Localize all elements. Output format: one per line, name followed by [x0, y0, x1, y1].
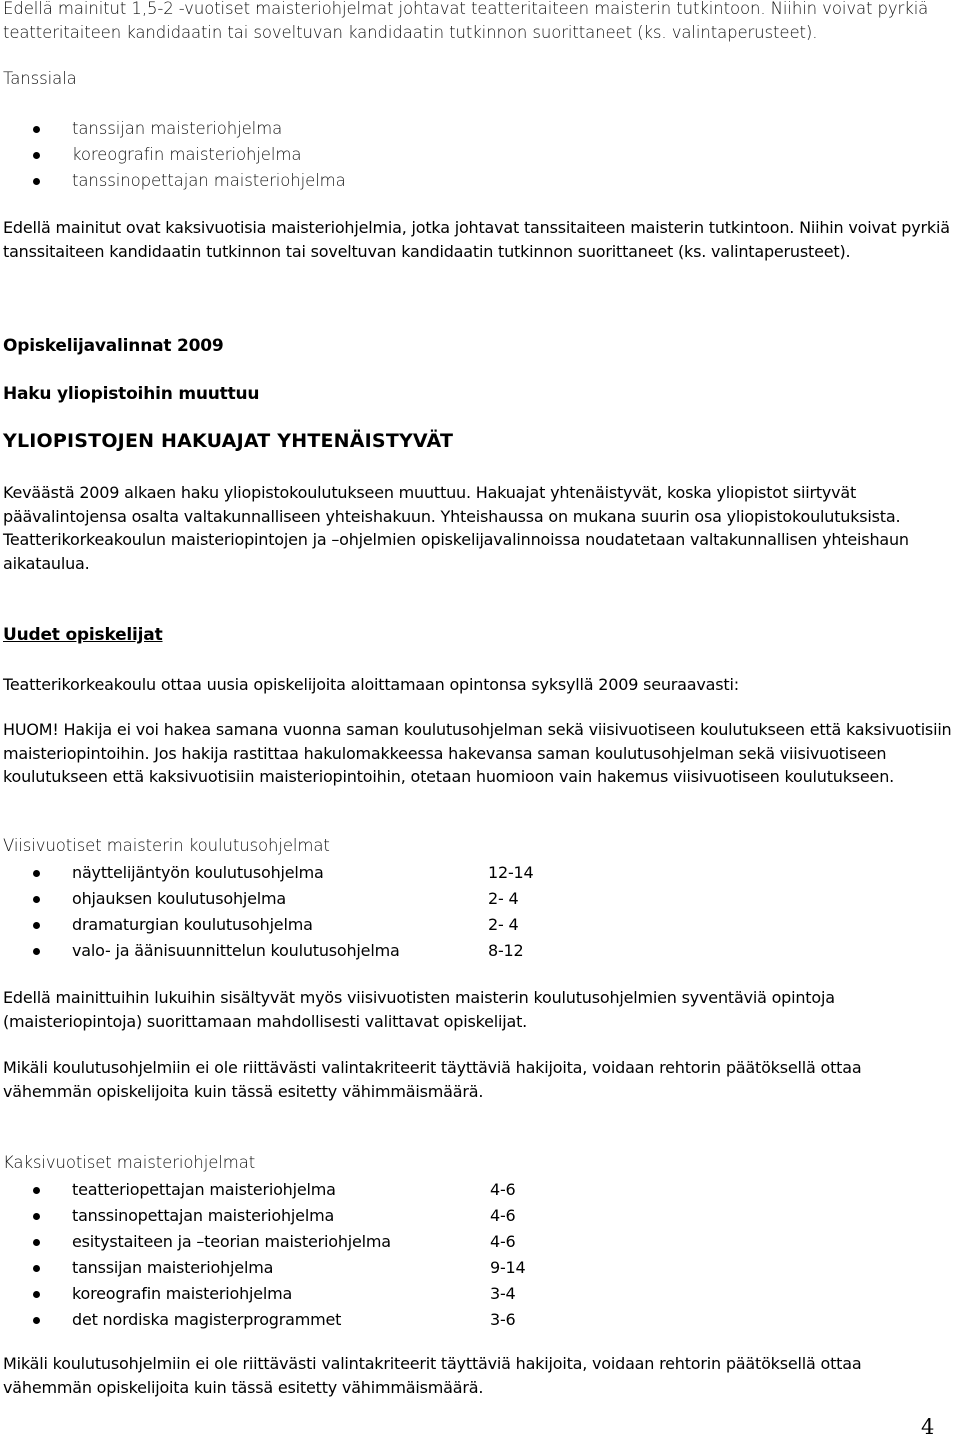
tanssiala-heading: Tanssiala [3, 69, 77, 88]
viisivuotiset-list [0, 861, 960, 965]
list-item: tanssijan maisteriohjelma 9-14 [0, 1256, 960, 1282]
uudet-heading: Uudet opiskelijat [3, 625, 163, 645]
top-paragraph: Edellä mainitut 1,5-2 -vuotiset maisteriohjelmat johtavat teatteritaiteen maisterin tutkintoon. Niihin voivat pyrkiä teatteritaiteen kandidaatin tai soveltuvan kandidaatin tutkinnon suorittaneet (ks. valintaperusteet). [3, 0, 929, 42]
list-item: teatteriopettajan maisteriohjelma 4-6 [0, 1178, 960, 1204]
valinnat-subheading: Haku yliopistoihin muuttuu [3, 384, 260, 404]
list-item: tanssijan maisteriohjelma [0, 117, 960, 143]
viisivuotiset-note-1: Edellä mainittuihin lukuihin sisältyvät myös viisivuotisten maisterin koulutusohjelmien syventäviä opintoja (maisteriopintoja) suorittamaan mahdollisesti valittavat opiskelijat. [3, 988, 835, 1031]
valinnat-paragraph: Keväästä 2009 alkaen haku yliopistokoulutukseen muuttuu. Hakuajat yhtenäistyvät, koska yliopistot siirtyvät päävalintojensa osalta valtakunnalliseen yhteishakuun. Yhteishaussa on mukana suurin osa yliopistokoulutuksista. Teatterikorkeakoulun maisteriopintojen ja –ohjelmien opiskelijavalinnoissa noudatetaan valtakunnallisen yhteishaun aikataulua. [3, 483, 909, 573]
bullet-icon [33, 896, 40, 903]
huom-paragraph: HUOM! Hakija ei voi hakea samana vuonna saman koulutusohjelman sekä viisivuotiseen koulutukseen että kaksivuotisiin maisteriopintoihin. Jos hakija rastittaa hakulomakkeessa hakevansa saman koulutusohjelman sekä viisivuotiseen koulutukseen että kaksivuotisiin maisteriopintoihin, otetaan huomioon vain hakemus viisivuotiseen koulutukseen. [3, 720, 952, 786]
viisivuotiset-note-2: Mikäli koulutusohjelmiin ei ole riittävästi valintakriteerit täyttäviä hakijoita, voidaan rehtorin päätöksellä ottaa vähemmän opiskelijoita kuin tässä esitetty vähimmäismäärä. [3, 1058, 862, 1101]
bullet-icon [33, 1213, 40, 1220]
uudet-intro: Teatterikorkeakoulu ottaa uusia opiskelijoita aloittamaan opintonsa syksyllä 2009 seuraavasti: [3, 675, 739, 694]
bullet-icon [33, 1265, 40, 1272]
bullet-icon [33, 948, 40, 955]
valinnat-caps-heading: YLIOPISTOJEN HAKUAJAT YHTENÄISTYVÄT [3, 430, 454, 452]
kaksivuotiset-list [0, 1178, 960, 1334]
list-item: tanssinopettajan maisteriohjelma 4-6 [0, 1204, 960, 1230]
list-item: koreografin maisteriohjelma 3-4 [0, 1282, 960, 1308]
viisivuotiset-heading: Viisivuotiset maisterin koulutusohjelmat [3, 836, 330, 855]
list-item: koreografin maisteriohjelma [0, 143, 960, 169]
list-item: näyttelijäntyön koulutusohjelma 12-14 [0, 861, 960, 887]
bullet-icon [33, 152, 40, 159]
bullet-icon [33, 1291, 40, 1298]
valinnat-heading: Opiskelijavalinnat 2009 [3, 336, 224, 356]
bullet-icon [33, 1187, 40, 1194]
list-item: det nordiska magisterprogrammet 3-6 [0, 1308, 960, 1334]
bullet-icon [33, 126, 40, 133]
bullet-icon [33, 870, 40, 877]
list-item: dramaturgian koulutusohjelma 2- 4 [0, 913, 960, 939]
bullet-icon [33, 1239, 40, 1246]
list-item: valo- ja äänisuunnittelun koulutusohjelma 8-12 [0, 939, 960, 965]
list-item: tanssinopettajan maisteriohjelma [0, 169, 960, 195]
tanssiala-paragraph: Edellä mainitut ovat kaksivuotisia maisteriohjelmia, jotka johtavat tanssitaiteen maisterin tutkintoon. Niihin voivat pyrkiä tanssitaiteen kandidaatin tutkinnon tai soveltuvan kandidaatin tutkinnon suorittaneet (ks. valintaperusteet). [3, 218, 950, 261]
bullet-icon [33, 178, 40, 185]
tanssiala-list [0, 117, 960, 195]
list-item: ohjauksen koulutusohjelma 2- 4 [0, 887, 960, 913]
list-item: esitystaiteen ja –teorian maisteriohjelma 4-6 [0, 1230, 960, 1256]
bullet-icon [33, 1317, 40, 1324]
page-number: 4 [921, 1415, 935, 1439]
kaksivuotiset-heading: Kaksivuotiset maisteriohjelmat [3, 1153, 256, 1172]
bullet-icon [33, 922, 40, 929]
kaksivuotiset-note: Mikäli koulutusohjelmiin ei ole riittävästi valintakriteerit täyttäviä hakijoita, voidaan rehtorin päätöksellä ottaa vähemmän opiskelijoita kuin tässä esitetty vähimmäismäärä. [3, 1354, 862, 1397]
